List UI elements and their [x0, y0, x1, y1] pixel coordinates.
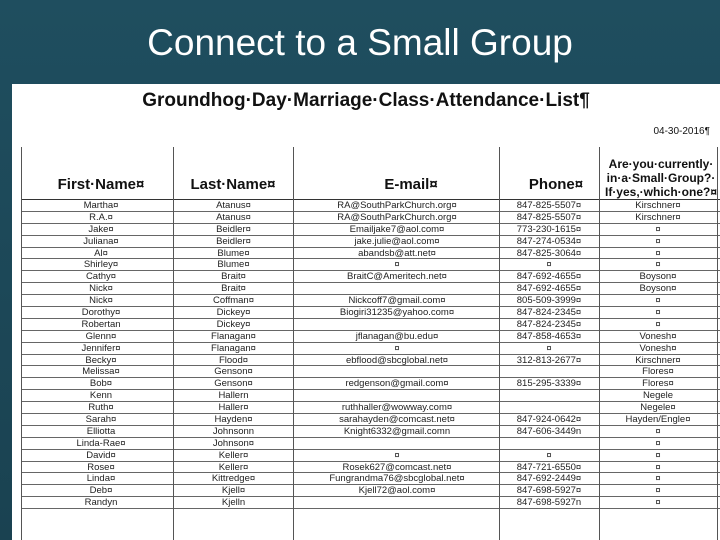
cell-last: Hayden¤ [214, 414, 253, 426]
table-row [21, 473, 720, 485]
cell-email: Nickcoff7@gmail.com¤ [348, 295, 446, 307]
cell-phone: ¤ [546, 342, 552, 354]
header-group-line-3: If·yes,·which·one?¤ [604, 185, 717, 199]
table-row [21, 224, 720, 236]
cell-group: ¤ [655, 473, 661, 485]
cell-group: ¤ [655, 437, 661, 449]
cell-last: Flanagan¤ [211, 342, 256, 354]
cell-first: R.A.¤ [89, 211, 113, 223]
header-phone: Phone¤ [528, 176, 584, 193]
cell-last: Brait¤ [221, 283, 246, 295]
table-row [21, 450, 720, 462]
table-row [21, 212, 720, 224]
cell-email: Kjell72@aol.com¤ [358, 485, 436, 497]
cell-first: Nick¤ [89, 283, 113, 295]
cell-last: Dickey¤ [216, 318, 251, 330]
header-group-line-1: Are·you·currently· [608, 157, 714, 171]
cell-email: BraitC@Ameritech.net¤ [347, 271, 447, 283]
cell-email: abandsb@att.net¤ [358, 247, 436, 259]
cell-email: redgenson@gmail.com¤ [345, 378, 449, 390]
column-divider [21, 147, 22, 540]
cell-first: Deb¤ [89, 485, 113, 497]
cell-first: Randyn [84, 497, 118, 509]
cell-email: ebflood@sbcglobal.net¤ [345, 354, 449, 366]
table-row [21, 355, 720, 367]
cell-group: Kirschner¤ [635, 211, 681, 223]
cell-first: Nick¤ [89, 295, 113, 307]
table-header [21, 147, 720, 200]
cell-phone: 847-825-5507¤ [516, 211, 582, 223]
cell-last: Hallern [218, 390, 249, 402]
table-row [21, 438, 720, 450]
cell-phone: 847-825-5507¤ [516, 200, 582, 211]
cell-first: Shirley¤ [83, 259, 119, 271]
cell-phone: 312-813-2677¤ [516, 354, 582, 366]
cell-last: Haller¤ [218, 402, 249, 414]
cell-email: Emailjake7@aol.com¤ [349, 223, 445, 235]
cell-group: ¤ [655, 318, 661, 330]
column-divider [293, 147, 294, 540]
cell-phone: 847-692-4655¤ [516, 271, 582, 283]
cell-group: ¤ [655, 295, 661, 307]
column-divider [173, 147, 174, 540]
table-row [21, 200, 720, 212]
cell-first: Cathy¤ [85, 271, 117, 283]
table-row [21, 414, 720, 426]
cell-last: Genson¤ [214, 366, 253, 378]
table-row [21, 319, 720, 331]
table-row [21, 248, 720, 260]
cell-group: ¤ [655, 307, 661, 319]
table-row [21, 331, 720, 343]
header-first-name: First·Name¤ [57, 176, 145, 193]
table-row [21, 307, 720, 319]
cell-first: Jennifer¤ [81, 342, 121, 354]
cell-group: ¤ [655, 235, 661, 247]
cell-email: ruthhaller@wowway.com¤ [341, 402, 453, 414]
cell-last: Coffman¤ [212, 295, 254, 307]
cell-phone: 805-509-3999¤ [516, 295, 582, 307]
cell-email: Fungrandma76@sbcglobal.net¤ [329, 473, 465, 485]
cell-last: Kjelln [221, 497, 246, 509]
cell-phone: 847-698-5927¤ [516, 485, 582, 497]
table-row [21, 462, 720, 474]
cell-group: Flores¤ [642, 366, 674, 378]
cell-first: Sarah¤ [85, 414, 117, 426]
cell-email: Rosek627@comcast.net¤ [342, 461, 452, 473]
table-row [21, 259, 720, 271]
cell-last: Flanagan¤ [211, 330, 256, 342]
cell-group: ¤ [655, 259, 661, 271]
cell-group: Vonesh¤ [639, 342, 677, 354]
cell-phone: 847-698-5927n [516, 497, 582, 509]
cell-first: Kenn [89, 390, 113, 402]
header-last-name: Last·Name¤ [190, 176, 276, 193]
cell-email: RA@SouthParkChurch.org¤ [337, 211, 457, 223]
cell-first: Jake¤ [88, 223, 114, 235]
cell-email: ¤ [394, 449, 400, 461]
column-divider [717, 147, 718, 540]
cell-last: Keller¤ [218, 461, 249, 473]
table-row [21, 366, 720, 378]
cell-last: Atanus¤ [216, 211, 251, 223]
table-row [21, 295, 720, 307]
cell-phone: 815-295-3339¤ [516, 378, 582, 390]
cell-phone: ¤ [546, 259, 552, 271]
table-row [21, 378, 720, 390]
cell-first: Juliana¤ [83, 235, 119, 247]
cell-first: Becky¤ [85, 354, 117, 366]
cell-last: Johnson¤ [212, 437, 255, 449]
table-row [21, 497, 720, 509]
cell-group: Boyson¤ [639, 271, 677, 283]
cell-group: ¤ [655, 449, 661, 461]
document-date: 04-30-2016¶ [653, 126, 710, 137]
table-row [21, 236, 720, 248]
table-row [21, 271, 720, 283]
cell-phone: 847-692-2449¤ [516, 473, 582, 485]
cell-group: ¤ [655, 497, 661, 509]
cell-email: ¤ [394, 342, 400, 354]
cell-group: ¤ [655, 223, 661, 235]
cell-email: jflanagan@bu.edu¤ [355, 330, 439, 342]
table-body [21, 200, 720, 509]
cell-last: Flood¤ [218, 354, 249, 366]
cell-group: ¤ [655, 461, 661, 473]
cell-phone: 847-924-0642¤ [516, 414, 582, 426]
cell-group: Hayden/Engle¤ [625, 414, 691, 426]
slide-title: Connect to a Small Group [147, 22, 573, 63]
header-group-line-2: in·a·Small·Group?· [606, 171, 716, 185]
table-row [21, 343, 720, 355]
cell-first: Rose¤ [87, 461, 115, 473]
cell-email: Biogiri31235@yahoo.com¤ [339, 307, 455, 319]
cell-last: Kittredge¤ [211, 473, 256, 485]
header-small-group [601, 157, 720, 199]
cell-group: Negele¤ [640, 402, 676, 414]
cell-first: Ruth¤ [88, 402, 114, 414]
cell-group: Kirschner¤ [635, 200, 681, 211]
cell-last: Beidler¤ [216, 235, 251, 247]
document-image [12, 84, 720, 540]
column-divider [599, 147, 600, 540]
cell-last: Genson¤ [214, 378, 253, 390]
cell-phone: 847-721-6550¤ [516, 461, 582, 473]
cell-phone: 847-692-4655¤ [516, 283, 582, 295]
cell-phone: 847-858-4653¤ [516, 330, 582, 342]
cell-first: Linda-Rae¤ [76, 437, 126, 449]
cell-group: ¤ [655, 247, 661, 259]
cell-phone: 847-825-3064¤ [516, 247, 582, 259]
cell-last: Dickey¤ [216, 307, 251, 319]
table-row [21, 390, 720, 402]
cell-group: ¤ [655, 425, 661, 437]
cell-email: sarahayden@comcast.net¤ [339, 414, 455, 426]
cell-first: Robertan [81, 318, 121, 330]
cell-phone: 847-606-3449n [516, 425, 582, 437]
cell-group: Boyson¤ [639, 283, 677, 295]
cell-first: Glenn¤ [85, 330, 117, 342]
cell-group: Flores¤ [642, 378, 674, 390]
cell-first: Melissa¤ [82, 366, 120, 378]
cell-phone: 847-824-2345¤ [516, 307, 582, 319]
table-row [21, 283, 720, 295]
cell-last: Brait¤ [221, 271, 246, 283]
table-row [21, 402, 720, 414]
cell-phone: 773-230-1615¤ [516, 223, 582, 235]
cell-last: Blume¤ [217, 259, 250, 271]
cell-last: Kjell¤ [221, 485, 246, 497]
cell-phone: ¤ [546, 449, 552, 461]
cell-first: Al¤ [94, 247, 108, 259]
cell-first: Martha¤ [83, 200, 119, 211]
cell-group: Negele [642, 390, 674, 402]
cell-email: Knight6332@gmail.comn [343, 425, 451, 437]
cell-first: Linda¤ [86, 473, 116, 485]
cell-last: Atanus¤ [216, 200, 251, 211]
cell-first: David¤ [86, 449, 116, 461]
cell-email: ¤ [394, 259, 400, 271]
document-title: Groundhog·Day·Marriage·Class·Attendance·List¶ [142, 90, 590, 111]
table-row [21, 426, 720, 438]
column-divider [499, 147, 500, 540]
cell-phone: 847-274-0534¤ [516, 235, 582, 247]
cell-last: Beidler¤ [216, 223, 251, 235]
cell-last: Blume¤ [217, 247, 250, 259]
attendance-table [21, 147, 720, 509]
table-row [21, 485, 720, 497]
cell-last: Johnsonn [212, 425, 255, 437]
cell-first: Dorothy¤ [81, 307, 121, 319]
cell-group: Kirschner¤ [635, 354, 681, 366]
header-email: E-mail¤ [384, 176, 438, 193]
cell-last: Keller¤ [218, 449, 249, 461]
cell-first: Bob¤ [89, 378, 113, 390]
cell-first: Elliotta [86, 425, 116, 437]
cell-group: ¤ [655, 485, 661, 497]
cell-phone: 847-824-2345¤ [516, 318, 582, 330]
cell-email: jake.julie@aol.com¤ [354, 235, 440, 247]
cell-group: Vonesh¤ [639, 330, 677, 342]
cell-email: RA@SouthParkChurch.org¤ [337, 200, 457, 211]
